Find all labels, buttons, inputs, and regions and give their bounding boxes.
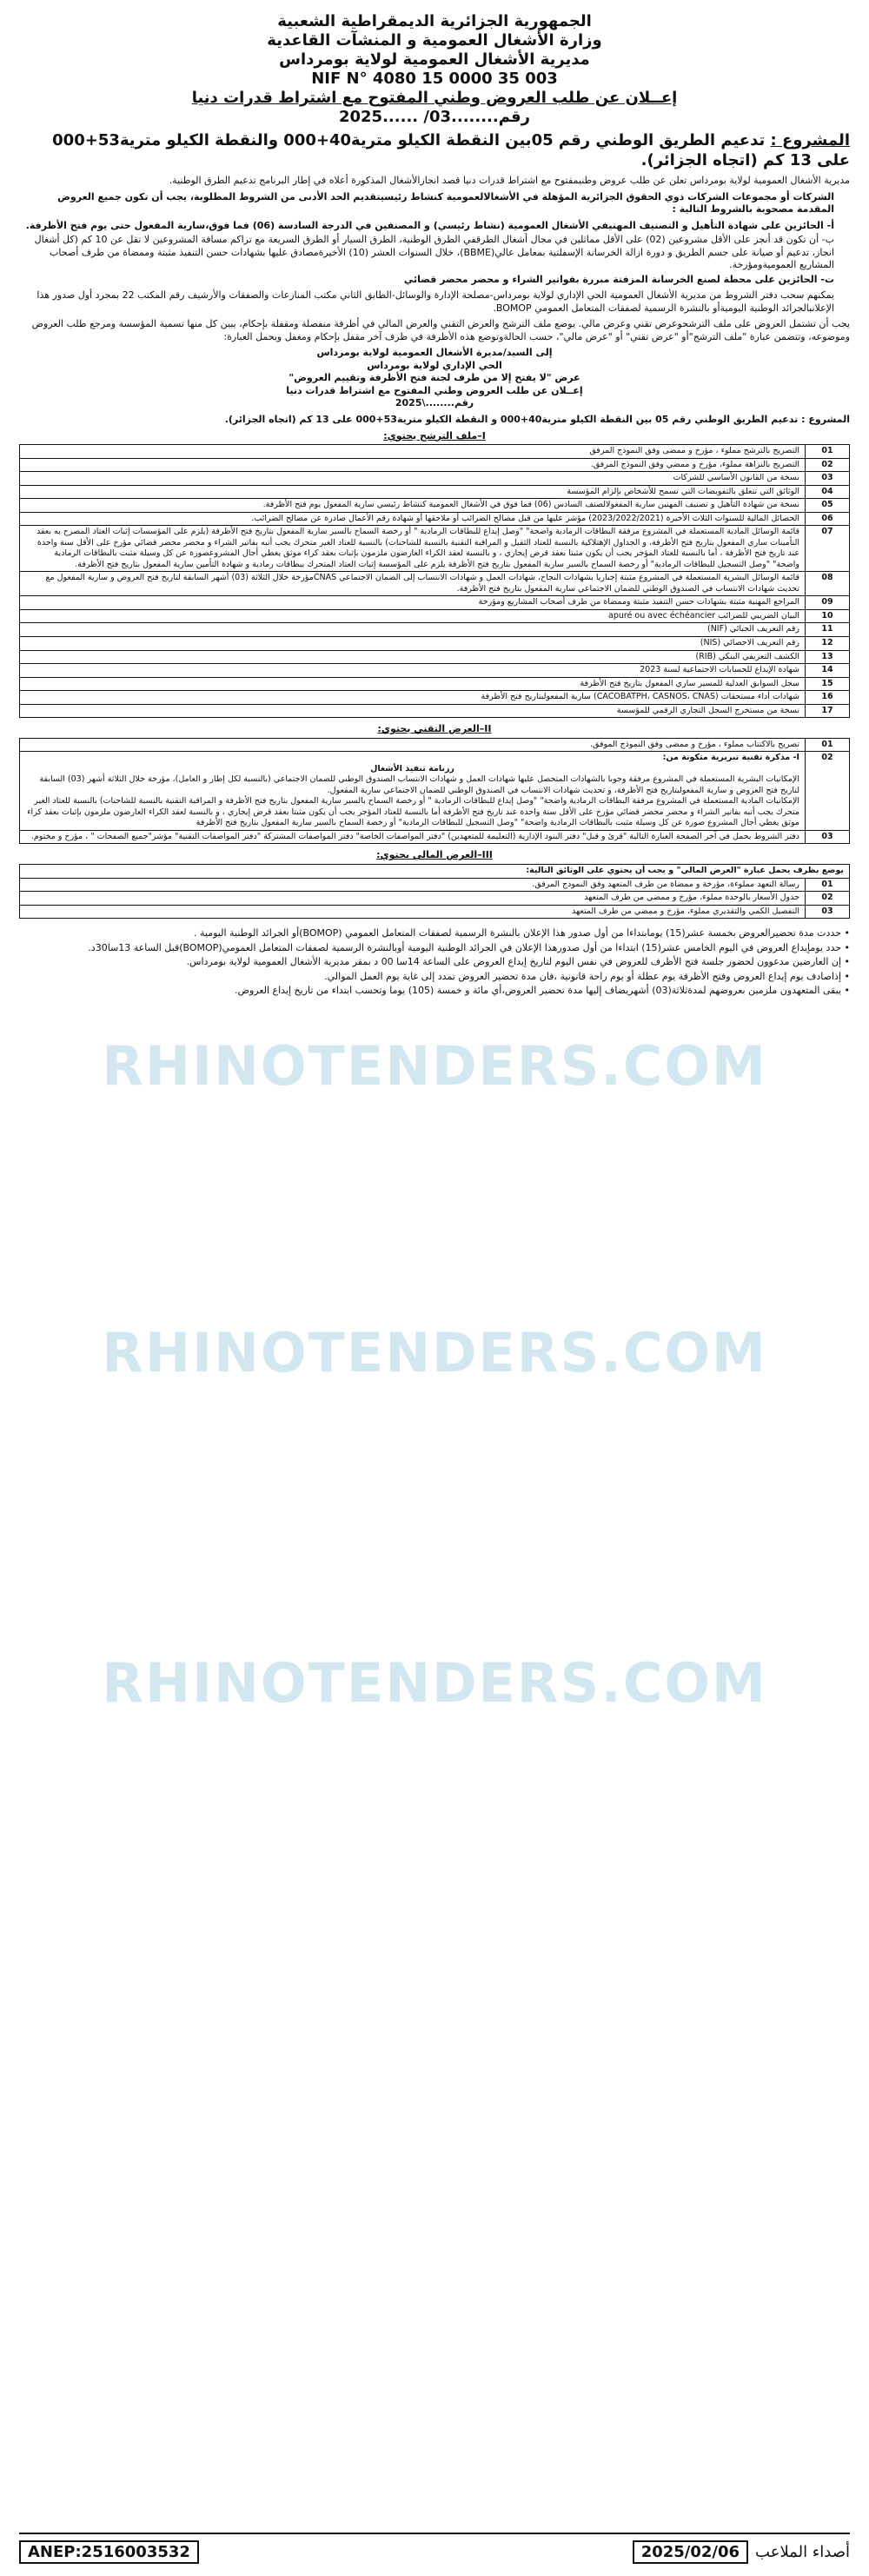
row-number: 05 — [806, 499, 850, 513]
nif-number: NIF N° 4080 15 0000 35 003 — [311, 69, 558, 88]
table-row — [20, 830, 850, 844]
row-text: شهادة الإيداع للحسابات الاجتماعية لسنة 2023 — [20, 664, 806, 678]
table-row — [20, 636, 850, 650]
table-row — [20, 892, 850, 906]
condition-b: ب- أن تكون قد أنجز على الأقل مشروعين (02) على الأقل مماثلين في مجال أشغال الطرقفي الطرق الوطنية، الطرق السيار أو الطرق السريعة مع تراكم مسافة المشروعين لا تقل عن 10 كم (كل أشغال انجاز، تدعيم أو صيانة على جسم الطريق و دورة ازالة الخرسانة الإسفلتية بمعامل عالي(BBME)، خلال السنوات العشر (10) الأخيرةمصادق عليها بشهادات حسن التنفيذ مثبتة وممضاة من طرف أصحاب المشاريع العموميةومؤرخة. — [34, 234, 834, 271]
row-text: البيان الضريبي للضرائب apuré ou avec échéancier — [20, 609, 806, 623]
row-text: التصريح بالترشح مملوء ، مؤرخ و ممضى وفق النموذج المرفق — [20, 445, 806, 459]
financial-head: يوضع بظرف يحمل عبارة "العرض المالي" و يجب أن يحتوي على الوثائق التالية: — [20, 864, 850, 878]
section-2-title: II–العرض التقني يحتوي: — [377, 723, 492, 735]
table-row — [20, 512, 850, 526]
row-text: شهادات أداء مستحقات (CACOBATPH، CASNOS، CNAS) سارية المفعولبتاريخ فتح الأظرفة — [20, 691, 806, 705]
republic-title: الجمهورية الجزائرية الديمقراطية الشعبية — [277, 12, 592, 30]
row-number: 17 — [806, 704, 850, 718]
row-text: المراجع المهنية مثبتة بشهادات حسن التنفيذ مثبتة وممضاة من طرف أصحاب المشاريع ومؤرخة — [20, 596, 806, 610]
table-row — [20, 650, 850, 664]
withdraw-paragraph: يمكنهم سحب دفتر الشروط من مديرية الأشغال العمومية الحي الإداري لولاية بومرداس-مصلحة الإدارة والوسائل-الطابق الثاني مكتب المنازعات والصفقات والأرشيف رقم المكتب 22 بمجرد أول صدور هذا الإعلانبالجرائد الوطنية اليوميةأو بالنشرة الرسمية لصفقات المتعامل العمومي BOMOP. — [36, 289, 834, 314]
row-text: نسخة من القانون الأساسي للشركات — [20, 472, 806, 486]
row-text: رسالة التعهد مملوءة، مؤرخة و ممضاة من طرف المتعهد وفق النموذج المرفق. — [20, 878, 806, 892]
row-number: 09 — [806, 596, 850, 610]
row-number: 01 — [806, 878, 850, 892]
row-text: الكشف التعريفي البنكي (RIB) — [20, 650, 806, 664]
table-row — [20, 905, 850, 919]
row-text: سجل السوابق العدلية للمسير ساري المفعول بتاريخ فتح الأظرفة — [20, 677, 806, 691]
row-number: 01 — [806, 738, 850, 752]
row-text: نسخة من مستخرج السجل التجاري الرقمي للمؤسسة — [20, 704, 806, 718]
row-text: نسخة من شهادة التأهيل و تصنيف المهنين سارية المفعولالصنف السادس (06) فما فوق في الأشغال العمومية كنشاط رئيسي سارية المفعول يوم فتح الأظرفة. — [20, 499, 806, 513]
watermark: RHINOTENDERS.COM — [102, 1651, 767, 1715]
row-number: 02 — [806, 752, 850, 831]
address-block — [19, 347, 850, 410]
row-text: التفصيل الكمي والتقديري مملوء، مؤرخ و ممضي من طرف المتعهد — [20, 905, 806, 919]
condition-a: أ- الحائزين على شهادة التأهيل و التصنيف المهنيفي الأشغال العمومية (نشاط رئيسي) و المصنفين في الدرجة السادسة (06) فما فوق،سارية المفعول حتى يوم فتح الأظرفة. — [25, 219, 834, 231]
memo-human: الإمكانيات البشرية المستعملة في المشروع مرفقة وجوبا بالشهادات المتحصل عليها شهادات العمل و شهادات الانتساب الصندوق الوطني للضمان الاجتماعي (بالنسبة لكل إطار و العامل)، مؤرخة خلال الثلاثة أشهر (03) السابقة لتاريخ فتح العروض و سارية المفعولبتاريخ فتح الأظرفة، و تحديث شهادات الانتساب في الصندوق الوطني للضمان الاجتماعي سارية المفعول. — [39, 774, 799, 795]
row-text: دفتر الشروط يحمل في آخر الصفحة العبارة التالية "قرئ و قبل" دفتر البنود الإدارية (التعليمة للمتعهدين) "دفتر المواصفات الخاصة" دفتر المواصفات المشتركة "دفتر المواصفات التقنية" مؤشر"جميع الصفحات " ، مؤرخ و مختوم. — [20, 830, 806, 844]
section-3-title: III–العرض المالي يحتوي: — [376, 849, 493, 861]
table-row — [20, 878, 850, 892]
closing-item: • حددت مدة تحضيرالعروض بخمسة عشر(15) يومابتداءا من أول صدور هذا الإعلان بالنشرة الرسمية لصفقات المتعامل العمومي (BOMOP)أو الجرائد الوطنية اليومية . — [193, 927, 850, 939]
row-text: التصريح بالنزاهة مملوء، مؤرخ و ممضي وفق النموذج المرفق. — [20, 458, 806, 472]
row-text: الحصائل المالية للسنوات الثلاث الأخيرة (2023/2022/2021) مؤشر عليها من قبل مصالح الضرائب أو ملاحقها أو شهادة رقم الأعمال صادرة عن مصالح الضرائب. — [20, 512, 806, 526]
header — [19, 12, 850, 127]
row-number: 12 — [806, 636, 850, 650]
table-row — [20, 472, 850, 486]
table-row — [20, 677, 850, 691]
address-line-4: إعــلان عن طلب العروض وطني المفتوح مع اشتراط قدرات دنيا — [286, 384, 583, 396]
memo-head: I- مذكرة تقنية تبريرية متكونة من: — [662, 753, 799, 763]
financial-offer-table — [19, 864, 850, 919]
table-row — [20, 572, 850, 596]
project-line — [19, 130, 850, 172]
directorate-title: مديرية الأشغال العمومية لولاية بومرداس — [279, 50, 590, 69]
row-text: الوثائق التي تتعلق بالتفويضات التي تسمح للأشخاص بإلزام المؤسسة — [20, 485, 806, 499]
row-text — [20, 752, 806, 831]
row-text: جدول الأسعار بالوحدة مملوء، مؤرخ و ممضي من طرف المتعهد — [20, 892, 806, 906]
row-number: 13 — [806, 650, 850, 664]
row-number: 08 — [806, 572, 850, 596]
row-number: 03 — [806, 905, 850, 919]
condition-c: ت- الحائزين على محطة لصنع الخرسانة المزفتة مبررة بفواتير الشراء و محضر محضر قضائي — [403, 273, 834, 285]
candidacy-table — [19, 444, 850, 718]
table-row — [20, 704, 850, 718]
row-number: 16 — [806, 691, 850, 705]
row-text: رقم التعريف الجبائي (NIF) — [20, 623, 806, 637]
row-text: قائمة الوسائل البشرية المستعملة في المشروع مثبتة إجباريا بشهادات النجاح، شهادات العمل و شهادات الانتساب إلى الضمان الاجتماعي CNASمؤرخة خلال الثلاثة (03) أشهر السابقة لتاريخ فتح العروض و سارية المفعول مع تحديث شهادات الانتساب في الصندوق الوطني للضمان الاجتماعي سارية المفعول بتاريخ فتح الأظرفة. — [20, 572, 806, 596]
intro-paragraph: مديرية الأشغال العمومية لولاية بومرداس تعلن عن طلب عروض وطنيمفتوح مع اشتراط قدرات دنيا قصد انجازالأشغال المذكورة أعلاه في إطار البرنامج تدعيم الطرق الوطنية. — [169, 175, 850, 187]
ministry-title: وزارة الأشغال العمومية و المنشآت القاعدية — [267, 30, 602, 50]
address-line-1: إلى السيد/مديرة الأشغال العمومية لولاية بومرداس — [316, 347, 553, 359]
table-row — [20, 752, 850, 831]
row-number: 06 — [806, 512, 850, 526]
newspaper-name: أصداء الملاعب — [755, 2542, 850, 2561]
conditions-list — [19, 220, 850, 287]
project-line-2: المشروع : تدعيم الطريق الوطني رقم 05 بين النقطة الكيلو مترية40+000 و النقطة الكيلو مترية53+000 على 13 كم (اتجاه الجزائر). — [224, 413, 850, 425]
closing-list — [19, 927, 850, 998]
table-row — [20, 458, 850, 472]
notice-ref: رقم........03/ ......2025 — [338, 107, 530, 126]
row-text: تصريح بالاكتتاب مملوء ، مؤرخ و ممضى وفق النموذج الموفق. — [20, 738, 806, 752]
eligibility-paragraph: الشركات أو مجموعات الشركات ذوي الحقوق الجزائرية المؤهلة في الأشغالالعمومية كنشاط رئيسيتقديم الحد الأدنى من الشروط المطلوبة، يجب أن تكون جميع العروض المقدمة مصحوبة بالشروط التالية : — [57, 190, 834, 216]
table-row — [20, 864, 850, 878]
publish-date: 2025/02/06 — [633, 2540, 748, 2564]
table-row — [20, 445, 850, 459]
project-label: المشروع : — [770, 130, 850, 149]
row-number: 03 — [806, 830, 850, 844]
row-number: 11 — [806, 623, 850, 637]
tender-notice — [19, 12, 850, 2564]
table-row — [20, 664, 850, 678]
anep-number: ANEP:2516003532 — [19, 2540, 199, 2564]
project-text: تدعيم الطريق الوطني رقم 05بين النقطة الكيلو مترية40+000 والنقطة الكيلو مترية53+000 على 13 كم (اتجاه الجزائر). — [52, 130, 850, 170]
row-text: قائمة الوسائل المادية المستعملة في المشروع مرفقة البطاقات الرمادية واضحة" "وصل إيداع للبطاقات الرمادية " أو رخصة السماح بالسير سارية المفعول بتاريخ فتح الأظرفة (يلزم على المؤسسات إثبات العتاد المصرح به بعقد التأمينات ساري المفعول بتاريخ فتح الأظرفة، و الجداول الإهتلاكية بالنسبة للعتاد الثقيل و المراقبة التقنية بالنسبة للشاحنات) بالنسبة للعتاد الغير متحرك يجب أتبه بفاتير الشراء و محضر محضر قضائي مؤرخ على الأقل سنة واحدة عند تاريخ فتح الأظرفة ، أما بالنسبة للعتاد المؤجر يجب أن يكون مثبتا بعقد قرض إيجاري ، و بالنسبة لعقد الكراء العارضون ملزمون بإثبات بعقد كراء موثق يغطي أجال المشروعصورة عن كل وسيلة مثبت بالبطاقات الرمادية واضحة" "وصل التسجيل للبطاقات الرمادية" أو رخصة السماح بالسير سارية المفعول بتاريخ فتح الأظرفة يلزم على المؤسسة إثبات العتاد المتحرك ببطاقات رمادية و شهادة التأمين سارية المفعول بتاريخ فتح الأظرفة. — [20, 526, 806, 572]
row-number: 04 — [806, 485, 850, 499]
table-row — [20, 596, 850, 610]
row-number: 01 — [806, 445, 850, 459]
notice-title: إعــلان عن طلب العروض وطني المفتوح مع اشتراط قدرات دنيا — [191, 88, 678, 107]
address-line-3: عرض "لا يفتح إلا من طرف لجنة فتح الأظرفة وتقييم العروض" — [289, 372, 580, 384]
envelopes-paragraph: يجب أن تشتمل العروض على ملف الترشحوعرض تقني وعرض مالي. يوضع ملف الترشح والعرض التقني والعرض المالي في أظرفة منفصلة ومقفلة بإحكام، يبين كل منها تسمية المؤسسة ومرجع طلب العروض وموضوعه، وتتضمن عبارة "ملف الترشح"أو "عرض تقني" أو "عرض مالي"، حسب الحالةوتوضع هذه الأظرفة في ظرف آخر مقفل بإحكام ومغفل وبحمل العبارة: — [31, 318, 850, 342]
table-row — [20, 609, 850, 623]
table-row — [20, 499, 850, 513]
row-number: 07 — [806, 526, 850, 572]
row-number: 03 — [806, 472, 850, 486]
watermark: RHINOTENDERS.COM — [102, 1321, 767, 1384]
footer — [19, 2533, 850, 2569]
row-number: 02 — [806, 458, 850, 472]
row-text: رقم التعريف الاحصائي (NIS) — [20, 636, 806, 650]
technical-offer-table — [19, 738, 850, 845]
table-row — [20, 623, 850, 637]
address-line-2: الحي الإداري لولاية بومرداس — [367, 359, 502, 371]
table-row — [20, 526, 850, 572]
closing-item: • حدد يومإيداع العروض في اليوم الخامس عشر(15) ابتداءا من أول صدورهذا الإعلان في الجرائد الوطنية اليومية أوبالنشرة الرسمية لصفقات المتعامل العمومي(BOMOP)قبل الساعة 13سا30د. — [88, 941, 850, 953]
table-row — [20, 691, 850, 705]
row-number: 02 — [806, 892, 850, 906]
closing-item: • إذاصادف يوم إيداع العروض وفتح الأظرفة يوم عطلة أو يوم راحة قانونية ،فان مدة تحضير العروض تمدد إلى غاية يوم العمل الموالي. — [324, 970, 850, 982]
address-line-5: رقم........\2025 — [395, 397, 474, 409]
closing-item: • إن العارضين مدعوون لحضور جلسة فتح الأظرف للعروض في نفس اليوم لتاريخ إيداع العروض على الساعة 14سا 00 د بمقر مديرية الأشغال العمومية لولاية بومرداس. — [186, 956, 850, 968]
memo-material: الإمكانيات المادية المستعملة في المشروع مرفقة البطاقات الرمادية واضحة" "وصل إيداع للبطاقات الرمادية " أو رخصة السماح بالسير سارية المفعول بتاريخ فتح الأظرفة و المراقبة التقنية بالنسبة للشاحنات) بالنسبة للعتاد الغير متحرك يجب أتبه بفاتير الشراء و محضر محضر قضائي مؤرخ على الأقل سنة واحدة عند تاريخ فتح الأظرفة أما بالنسبة للعتاد المؤجر يجب أن يكون مثبتا بعقد قرض إيجاري ، و بالنسبة لعقد الكراء العارضون ملزمون بإثبات بعقد كراء موثق يغطي أجال المشروع صورة عن كل وسيلة مثبت بالبطاقات الرمادية واضحة" "وصل التسجيل للبطاقات الرمادية" أو رخصة السماح بالسير سارية المفعول بتاريخ فتح الأظرفة — [27, 796, 799, 828]
row-number: 14 — [806, 664, 850, 678]
section-1-title: I–ملف الترشح يحتوي: — [383, 429, 486, 442]
memo-sub: رزنامة تنفيذ الأشغال — [370, 763, 454, 773]
row-number: 15 — [806, 677, 850, 691]
watermark: RHINOTENDERS.COM — [102, 1034, 767, 1098]
row-number: 10 — [806, 609, 850, 623]
table-row — [20, 738, 850, 752]
closing-item: • يبقى المتعهدون ملزمين بعروضهم لمدةثلاثة(03) أشهريضاف إليها مدة تحضير العروض،أي مائة و خمسة (105) يوما وتحسب ابتداء من تاريخ إيداع العروض. — [235, 985, 850, 997]
table-row — [20, 485, 850, 499]
